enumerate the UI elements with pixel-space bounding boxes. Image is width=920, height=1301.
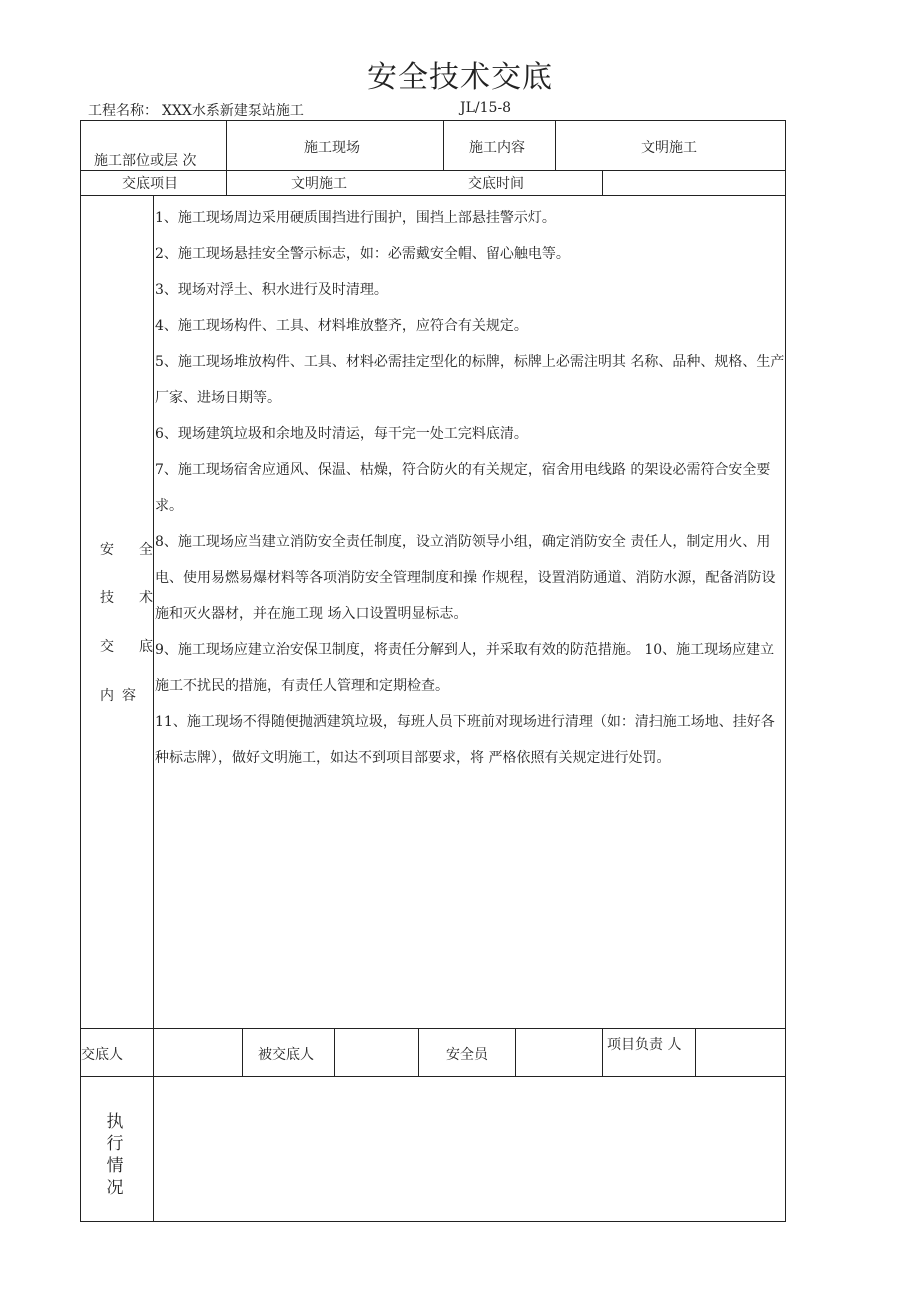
item-value: 文明施工 <box>291 176 347 192</box>
discloser-label: 交底人 <box>81 1047 123 1063</box>
content-value: 文明施工 <box>641 140 697 156</box>
side-char: 安 <box>100 542 114 558</box>
manager-label: 项目负责 人 <box>607 1037 682 1053</box>
execution-char: 况 <box>106 1178 124 1198</box>
part-label: 施工部位或层 次 <box>94 153 197 169</box>
side-char: 容 <box>122 688 136 704</box>
doc-code: JL/15-8 <box>460 100 512 116</box>
safety-item-11: 11、施工现场不得随便抛洒建筑垃圾，每班人员下班前对现场进行清理（如：清扫施工场地、挂好各种标志牌），做好文明施工，如达不到项目部要求，将 严格依照有关规定进行处罚。 <box>155 714 775 766</box>
safety-item-2: 2、施工现场悬挂安全警示标志，如：必需戴安全帽、留心触电等。 <box>155 246 570 262</box>
content-label: 施工内容 <box>469 140 525 156</box>
execution-char: 情 <box>106 1156 124 1176</box>
safety-item-7: 7、施工现场宿舍应通风、保温、枯燥，符合防火的有关规定，宿舍用电线路 的架设必需符合安全要求。 <box>155 462 771 514</box>
safety-item-1: 1、施工现场周边采用硬质围挡进行围护，围挡上部悬挂警示灯。 <box>155 210 556 226</box>
safety-item-6: 6、现场建筑垃圾和余地及时清运，每干完一处工完料底清。 <box>155 426 528 442</box>
side-char: 内 <box>100 688 114 704</box>
project-name: XXX水系新建泵站施工 <box>162 103 304 119</box>
side-char: 交 <box>100 639 114 655</box>
safety-officer-label: 安全员 <box>446 1047 488 1063</box>
project-label: 工程名称： <box>88 103 158 119</box>
time-label: 交底时间 <box>468 176 524 192</box>
safety-item-9: 9、施工现场应建立治安保卫制度，将责任分解到人，并采取有效的防范措施。 10、施工现场应建立施工不扰民的措施，有责任人管理和定期检查。 <box>155 642 775 694</box>
part-value: 施工现场 <box>304 140 360 156</box>
safety-item-4: 4、施工现场构件、工具、材料堆放整齐，应符合有关规定。 <box>155 318 528 334</box>
safety-item-8: 8、施工现场应当建立消防安全责任制度，设立消防领导小组，确定消防安全 责任人，制定用火、用电、使用易燃易爆材料等各项消防安全管理制度和操 作规程，设置消防通道、消防水源，配备消防设施和灭火器材，并在施工现 场入口设置明显标志。 <box>155 534 776 622</box>
side-char: 技 <box>100 590 114 606</box>
item-label: 交底项目 <box>122 176 178 192</box>
execution-label <box>100 1111 130 1199</box>
side-char: 底 <box>139 639 153 655</box>
safety-item-5: 5、施工现场堆放构件、工具、材料必需挂定型化的标牌，标牌上必需注明其 名称、品种、规格、生产厂家、进场日期等。 <box>155 354 785 406</box>
execution-char: 执 <box>106 1112 124 1132</box>
side-char: 术 <box>139 590 153 606</box>
page-title: 安全技术交底 <box>367 60 553 95</box>
execution-char: 行 <box>106 1134 124 1154</box>
safety-content <box>155 200 785 776</box>
side-char: 全 <box>139 542 153 558</box>
safety-item-3: 3、现场对浮土、积水进行及时清理。 <box>155 282 388 298</box>
receiver-label: 被交底人 <box>258 1047 314 1063</box>
